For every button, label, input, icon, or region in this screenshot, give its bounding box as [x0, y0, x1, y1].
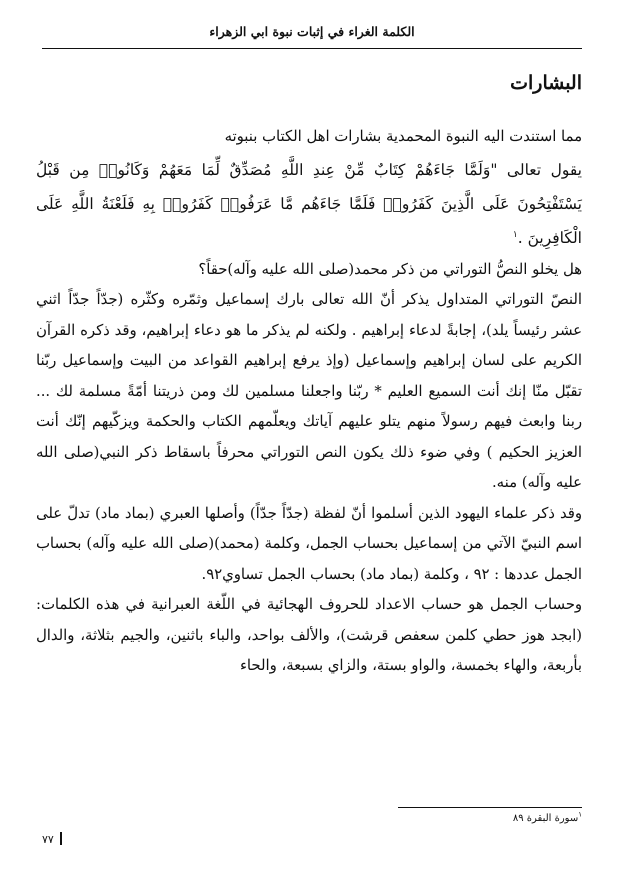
verse-text: يقول تعالى "وَلَمَّا جَاءَهُمْ كِتَابٌ مِّنْ عِندِ اللَّهِ مُصَدِّقٌ لِّمَا مَعَهُمْ وَكَانُوا۟ مِن قَبْلُ يَسْتَفْتِحُونَ عَلَى الَّذِينَ كَفَرُوا۟ فَلَمَّا جَاءَهُم مَّا عَرَفُوا۟ كَفَرُوا۟ بِهِ فَلَعْنَةُ اللَّهِ عَلَى الْكَافِرِينَ .: [36, 160, 582, 247]
footnote-text: سورة البقرة ٨٩: [512, 813, 579, 824]
question-paragraph: هل يخلو النصُّ التوراتي من ذكر محمد(صلى الله عليه وآله)حقاً؟: [198, 260, 582, 278]
verse-paragraph: [36, 153, 582, 255]
intro-paragraph: مما استندت اليه النبوة المحمدية بشارات اهل الكتاب بنبوته: [224, 128, 582, 145]
scholars-paragraph: وقد ذكر علماء اليهود الذين أسلموا أنّ لفظة (جدّاً جدّاً) وأصلها العبري (بماد ماد) تدلّ على اسم النبيّ الآتي من إسماعيل بحساب الجمل، وكلمة (محمد)(صلى الله عليه وآله) بحساب الجمل عددها : ٩٢ ، وكلمة (بماد ماد) بحساب الجمل تساوي٩٢.: [36, 504, 582, 583]
header-rule: [42, 48, 582, 49]
running-title: الكلمة الغراء في إثبات نبوة ابي الزهراء: [209, 24, 415, 39]
page-number: [42, 832, 62, 846]
footnote: [300, 810, 582, 824]
page-number-text: ٧٧: [42, 833, 54, 846]
footnote-rule: [398, 807, 582, 808]
section-title: البشارات: [510, 72, 582, 94]
footnote-mark: ١: [578, 810, 582, 819]
footnote-reference[interactable]: ١: [512, 229, 518, 240]
page-body: [36, 70, 582, 682]
page-number-bar: [60, 832, 62, 845]
abjad-paragraph: وحساب الجمل هو حساب الاعداد للحروف الهجائية في اللّغة العبرانية في هذه الكلمات: (ابجد هوز حطي كلمن سعفص قرشت)، والألف بواحد، والباء باثنين، والجيم بثلاثة، والدال بأربعة، والهاء بخمسة، والواو بستة، والزاي بسبعة، والحاء: [36, 596, 582, 674]
torah-paragraph: النصّ التوراتي المتداول يذكر أنّ الله تعالى بارك إسماعيل وثمّره وكثّره (جدّاً جدّاً اثني عشر رئيساً يلد)، إجابةً لدعاء إبراهيم . ولكنه لم يذكر ما هو دعاء إبراهيم، وقد ذكره القرآن الكريم على لسان إبراهيم وإسماعيل (وإذ يرفع إبراهيم القواعد من البيت وإسماعيل ربّنا تقبّل منّا إنك أنت السميع العليم * ربّنا واجعلنا مسلمين لك ومن ذريتنا أمّةً مسلمة لك ... ربنا وابعث فيهم رسولاً منهم يتلو عليهم آياتك ويعلّمهم الكتاب والحكمة ويزكّيهم إنّك أنت العزيز الحكيم ) وفي ضوء ذلك يكون النص التوراتي محرفاً باسقاط ذكر النبي(صلى الله عليه وآله) منه.: [36, 291, 582, 491]
